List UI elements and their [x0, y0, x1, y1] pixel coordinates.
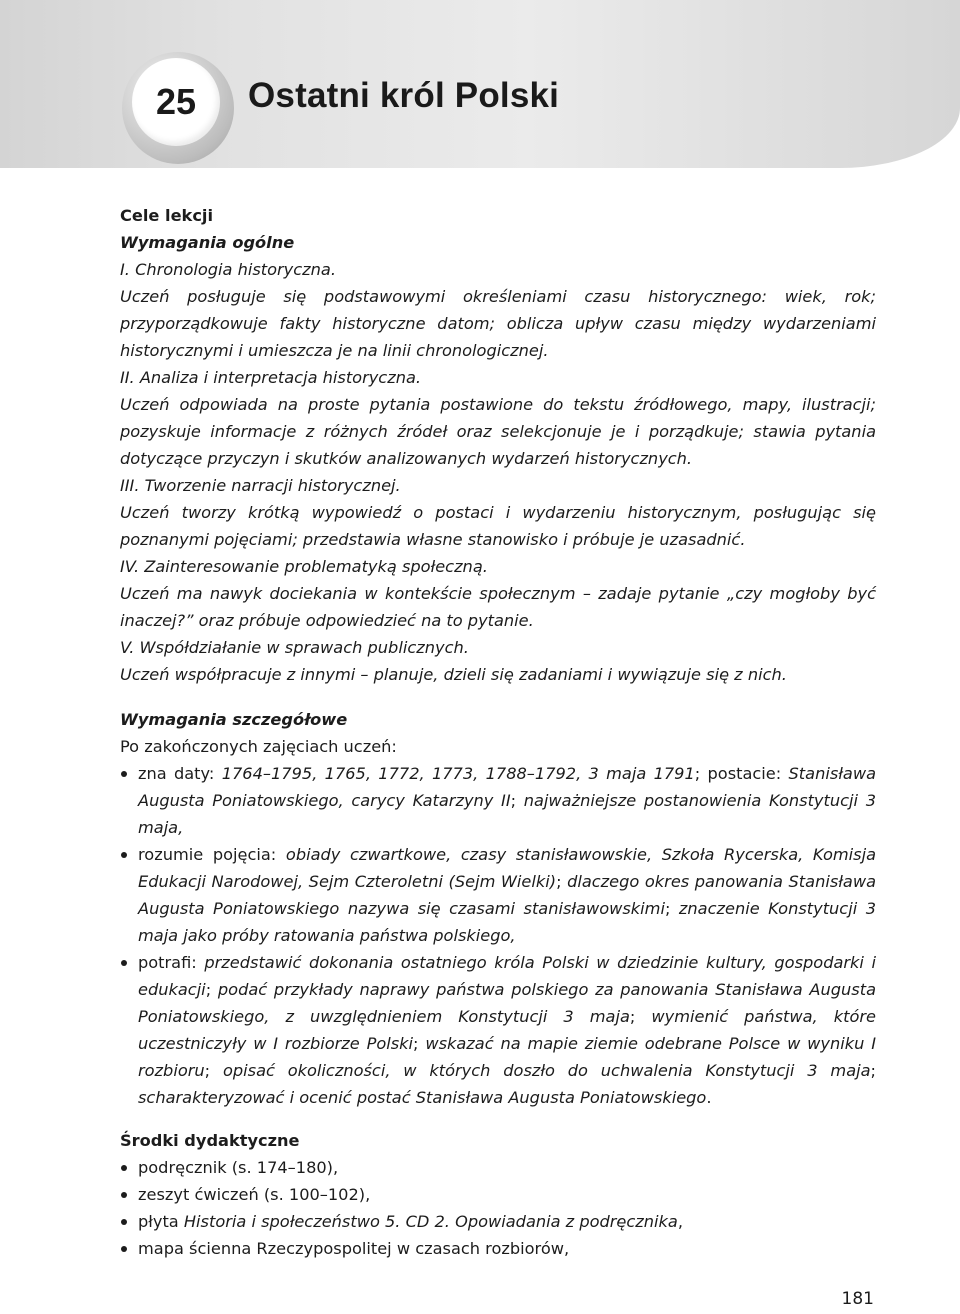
- requirement-text: Uczeń współpracuje z innymi – planuje, dzieli się zadaniami i wywiązuje się z nich.: [120, 665, 787, 684]
- lesson-content: [120, 202, 876, 1262]
- detailed-requirements-heading: Wymagania szczegółowe: [120, 710, 348, 729]
- chapter-number-badge: 25: [132, 58, 220, 146]
- requirement-title: V. Współdziałanie w sprawach publicznych.: [120, 638, 469, 657]
- requirement-text: Uczeń posługuje się podstawowymi określeniami czasu historycznego: wiek, rok; przyporządkowuje fakty historyczne datom; oblicza upływ czasu między wydarzeniami historycznymi i umieszcza je na linii chronologicznej.: [120, 287, 876, 360]
- goals-heading: Cele lekcji: [120, 206, 214, 225]
- list-item: rozumie pojęcia: obiady czwartkowe, czasy stanisławowskie, Szkoła Rycerska, Komisja Edukacji Narodowej, Sejm Czteroletni (Sejm Wielki); dlaczego okres panowania Stanisława Augusta Poniatowskiego nazywa się czasami stanisławowskimi; znaczenie Konstytucji 3 maja jako próby ratowania państwa polskiego,: [120, 841, 876, 949]
- chapter-title: Ostatni król Polski: [248, 76, 560, 115]
- list-item: zeszyt ćwiczeń (s. 100–102),: [120, 1181, 876, 1208]
- detailed-intro: Po zakończonych zajęciach uczeń:: [120, 737, 397, 756]
- resources-heading: Środki dydaktyczne: [120, 1131, 300, 1150]
- list-item: płyta Historia i społeczeństwo 5. CD 2. Opowiadania z podręcznika,: [120, 1208, 876, 1235]
- requirement-text: Uczeń ma nawyk dociekania w kontekście społecznym – zadaje pytanie „czy mogłoby być inaczej?” oraz próbuje odpowiedzieć na to pytanie.: [120, 584, 876, 630]
- requirement-text: Uczeń tworzy krótką wypowiedź o postaci i wydarzeniu historycznym, posługując się poznanymi pojęciami; przedstawia własne stanowisko i próbuje je uzasadnić.: [120, 503, 876, 549]
- list-item: potrafi: przedstawić dokonania ostatniego króla Polski w dziedzinie kultury, gospodarki i edukacji; podać przykłady naprawy państwa polskiego za panowania Stanisława Augusta Poniatowskiego, z uwzględnieniem Konstytucji 3 maja; wymienić państwa, które uczestniczyły w I rozbiorze Polski; wskazać na mapie ziemie odebrane Polsce w wyniku I rozbioru; opisać okoliczności, w których doszło do uchwalenia Konstytucji 3 maja; scharakteryzować i ocenić postać Stanisława Augusta Poniatowskiego.: [120, 949, 876, 1111]
- list-item: podręcznik (s. 174–180),: [120, 1154, 876, 1181]
- resources-list: [120, 1154, 876, 1262]
- requirement-title: II. Analiza i interpretacja historyczna.: [120, 368, 422, 387]
- list-item: zna daty: 1764–1795, 1765, 1772, 1773, 1788–1792, 3 maja 1791; postacie: Stanisława Augusta Poniatowskiego, carycy Katarzyny II; najważniejsze postanowienia Konstytucji 3 maja,: [120, 760, 876, 841]
- requirement-title: I. Chronologia historyczna.: [120, 260, 336, 279]
- requirement-title: III. Tworzenie narracji historycznej.: [120, 476, 401, 495]
- detailed-requirements-list: [120, 760, 876, 1111]
- requirement-text: Uczeń odpowiada na proste pytania postawione do tekstu źródłowego, mapy, ilustracji; pozyskuje informacje z różnych źródeł oraz selekcjonuje je i porządkuje; stawia pytania dotyczące przyczyn i skutków analizowanych wydarzeń historycznych.: [120, 395, 876, 468]
- page-number: 181: [841, 1289, 874, 1309]
- general-requirements-heading: Wymagania ogólne: [120, 233, 295, 252]
- list-item: mapa ścienna Rzeczypospolitej w czasach rozbiorów,: [120, 1235, 876, 1262]
- requirement-title: IV. Zainteresowanie problematyką społeczną.: [120, 557, 488, 576]
